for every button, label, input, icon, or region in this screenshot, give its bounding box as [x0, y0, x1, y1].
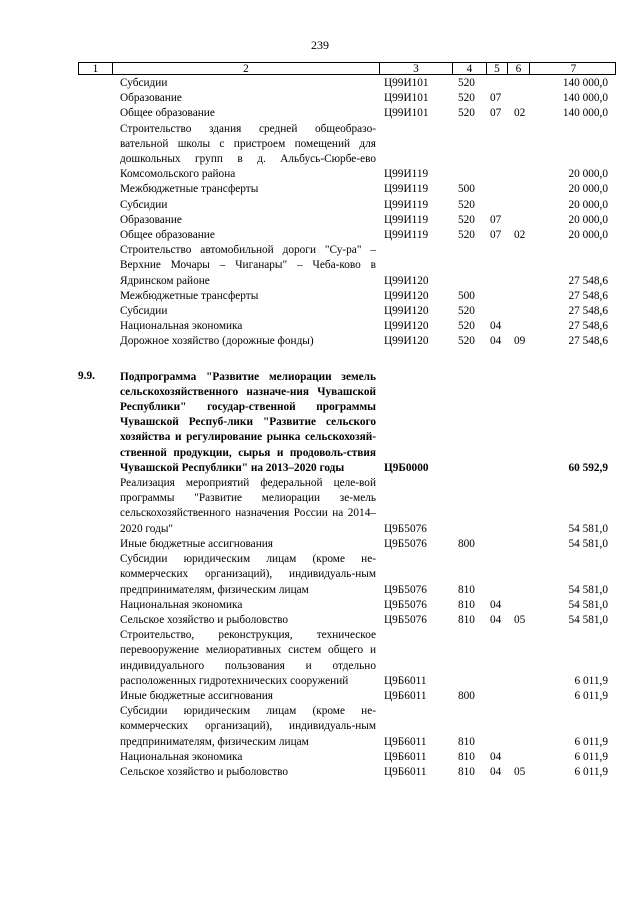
expense-type-code: 810 [458, 735, 475, 748]
amount: 6 011,9 [574, 765, 608, 778]
table-row [78, 289, 616, 304]
amount: 54 581,0 [568, 522, 608, 535]
target-code: Ц9Б5076 [384, 583, 427, 596]
item-name: Межбюджетные трансферты [120, 183, 259, 196]
expense-type-code: 800 [458, 537, 475, 550]
table-row [78, 552, 616, 598]
item-name: Субсидии юридическим лицам (кроме не-коммерческих организаций), индивидуаль-ным предпринимателям, физическим лицам [120, 553, 376, 596]
item-name: Межбюджетные трансферты [120, 289, 259, 302]
expense-type-code: 520 [458, 229, 475, 242]
amount: 140 000,0 [562, 77, 608, 89]
target-code: Ц9Б6011 [384, 689, 427, 702]
item-name: Строительство здания средней общеобразо-вательной школы с пристроем помещений для дошкольных групп в д. Альбусь-Сюрбе-ево Комсомольского района [120, 122, 376, 181]
table-row [78, 704, 616, 750]
section-code: 04 [490, 598, 502, 611]
table-row [78, 213, 616, 228]
section-code: 04 [490, 320, 502, 333]
target-code: Ц99И119 [384, 213, 429, 226]
amount: 20 000,0 [568, 168, 608, 181]
amount: 54 581,0 [568, 537, 608, 550]
target-code: Ц9Б6011 [384, 765, 427, 778]
column-header: 6 [508, 63, 530, 75]
budget-table-body [78, 76, 616, 780]
section-code: 07 [490, 213, 502, 226]
table-row [78, 628, 616, 689]
amount: 54 581,0 [568, 613, 608, 626]
target-code: Ц99И119 [384, 168, 429, 181]
section-spacer [78, 350, 616, 370]
column-header: 5 [487, 63, 508, 75]
item-name: Реализация мероприятий федеральной целе-вой программы "Развитие мелиорации зе-мель сельскохозяйственного назначения России на 2014–2020 годы" [120, 477, 376, 535]
item-name: Образование [120, 213, 182, 226]
section-code: 07 [490, 229, 502, 242]
amount: 54 581,0 [568, 583, 608, 596]
section-code: 04 [490, 335, 502, 348]
amount: 27 548,6 [568, 274, 608, 287]
amount: 20 000,0 [568, 213, 608, 226]
target-code: Ц99И120 [384, 320, 429, 333]
section-code: 04 [490, 613, 502, 626]
amount: 20 000,0 [568, 198, 608, 211]
item-name: Сельское хозяйство и рыболовство [120, 613, 289, 626]
amount: 20 000,0 [568, 229, 608, 242]
table-row [78, 182, 616, 197]
amount: 27 548,6 [568, 320, 608, 333]
amount: 27 548,6 [568, 289, 608, 302]
amount: 54 581,0 [568, 598, 608, 611]
amount: 60 592,9 [568, 461, 608, 474]
table-row [78, 198, 616, 213]
table-row [78, 243, 616, 289]
amount: 27 548,6 [568, 305, 608, 318]
table-row [78, 689, 616, 704]
expense-type-code: 810 [458, 750, 475, 763]
table-row [78, 334, 616, 349]
item-name: Иные бюджетные ассигнования [120, 537, 273, 550]
column-header: 2 [113, 63, 380, 75]
expense-type-code: 520 [458, 213, 475, 226]
target-code: Ц99И119 [384, 183, 429, 196]
subsection-code: 05 [514, 765, 526, 778]
item-name: Дорожное хозяйство (дорожные фонды) [120, 335, 314, 348]
section-code: 04 [490, 750, 502, 763]
item-name: Общее образование [120, 229, 215, 242]
column-header: 7 [570, 63, 577, 75]
item-name: Строительство, реконструкция, техническое перевооружение мелиоративных систем общего и индивидуального пользования и отдельно расположенных гидротехнических сооружений [120, 629, 376, 687]
target-code: Ц99И101 [384, 107, 429, 120]
target-code: Ц99И119 [384, 198, 429, 211]
subsection-code: 02 [514, 229, 526, 242]
table-row [78, 106, 616, 121]
expense-type-code: 520 [458, 198, 475, 211]
item-name: Сельское хозяйство и рыболовство [120, 765, 289, 778]
target-code: Ц99И120 [384, 289, 429, 302]
table-row [78, 76, 616, 91]
table-row [78, 91, 616, 106]
expense-type-code: 810 [458, 765, 475, 778]
item-name: Национальная экономика [120, 598, 243, 611]
subsection-code: 09 [514, 335, 526, 348]
amount: 6 011,9 [574, 750, 608, 763]
target-code: Ц9Б0000 [384, 461, 429, 474]
item-name: Субсидии юридическим лицам (кроме не-коммерческих организаций), индивидуаль-ным предпринимателям, физическим лицам [120, 705, 376, 748]
table-row [78, 228, 616, 243]
table-row [78, 370, 616, 476]
amount: 6 011,9 [574, 689, 608, 702]
amount: 20 000,0 [568, 183, 608, 196]
table-row [78, 304, 616, 319]
target-code: Ц9Б5076 [384, 598, 427, 611]
expense-type-code: 810 [458, 613, 475, 626]
table-row [78, 319, 616, 334]
target-code: Ц9Б6011 [384, 674, 427, 687]
expense-type-code: 520 [458, 320, 475, 333]
item-name: Образование [120, 92, 182, 105]
target-code: Ц9Б6011 [384, 735, 427, 748]
item-name: Общее образование [120, 107, 215, 120]
section-code: 07 [490, 107, 502, 120]
amount: 27 548,6 [568, 335, 608, 348]
target-code: Ц99И120 [384, 335, 429, 348]
amount: 6 011,9 [574, 735, 608, 748]
section-code: 04 [490, 765, 502, 778]
item-name: Подпрограмма "Развитие мелиорации земель сельскохозяйственного назначе-ния Чувашской Республики" государ-ственной программы Чувашской Респуб-лики "Развитие сельского хозяйства и регулирование рынка сельскохозяй-ственной продукции, сырья и продоволь-ствия Чувашской Республики" на 2013–2020 годы [120, 370, 376, 474]
table-row [78, 765, 616, 780]
table-row [78, 598, 616, 613]
table-row [78, 122, 616, 183]
expense-type-code: 500 [458, 289, 475, 302]
table-row [78, 537, 616, 552]
expense-type-code: 520 [458, 92, 475, 105]
target-code: Ц9Б5076 [384, 537, 427, 550]
item-name: Субсидии [120, 305, 168, 318]
table-header [78, 62, 616, 75]
expense-type-code: 520 [458, 107, 475, 120]
subsection-code: 02 [514, 107, 526, 120]
target-code: Ц99И120 [384, 305, 429, 318]
target-code: Ц9Б5076 [384, 522, 427, 535]
item-name: Национальная экономика [120, 750, 243, 763]
target-code: Ц99И101 [384, 77, 429, 89]
section-code: 07 [490, 92, 502, 105]
amount: 140 000,0 [562, 92, 608, 105]
column-header: 4 [453, 63, 487, 75]
expense-type-code: 800 [458, 689, 475, 702]
item-name: Строительство автомобильной дороги "Су-ра" – Верхние Мочары – Чиганары" – Чеба-ково в Ядринском районе [120, 244, 376, 287]
expense-type-code: 810 [458, 598, 475, 611]
expense-type-code: 500 [458, 183, 475, 196]
expense-type-code: 520 [458, 335, 475, 348]
amount: 140 000,0 [562, 107, 608, 120]
row-number: 9.9. [78, 369, 95, 382]
amount: 6 011,9 [574, 674, 608, 687]
table-row [78, 750, 616, 765]
column-header: 3 [380, 63, 453, 75]
expense-type-code: 810 [458, 583, 475, 596]
target-code: Ц99И119 [384, 229, 429, 242]
page-number: 239 [311, 38, 329, 52]
table-row [78, 613, 616, 628]
item-name: Иные бюджетные ассигнования [120, 689, 273, 702]
subsection-code: 05 [514, 613, 526, 626]
target-code: Ц9Б6011 [384, 750, 427, 763]
target-code: Ц9Б5076 [384, 613, 427, 626]
target-code: Ц99И120 [384, 274, 429, 287]
item-name: Национальная экономика [120, 320, 243, 333]
item-name: Субсидии [120, 77, 168, 89]
column-header: 1 [79, 63, 113, 75]
item-name: Субсидии [120, 198, 168, 211]
expense-type-code: 520 [458, 305, 475, 318]
table-row [78, 476, 616, 537]
target-code: Ц99И101 [384, 92, 429, 105]
expense-type-code: 520 [458, 77, 475, 89]
